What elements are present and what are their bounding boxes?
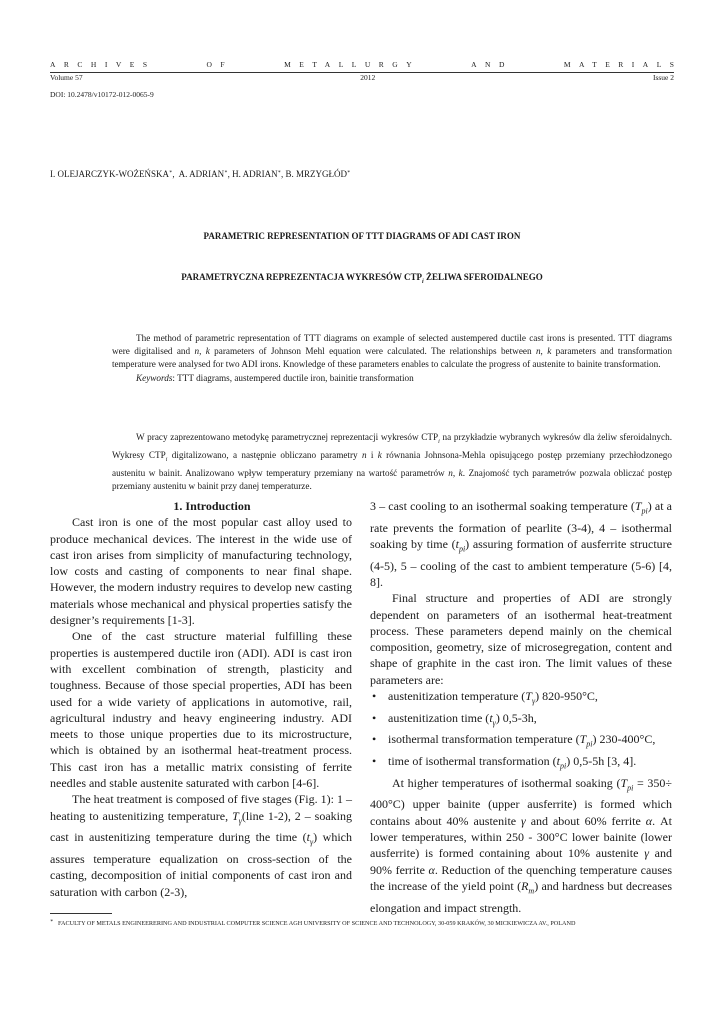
journal-word-and: AND	[471, 60, 513, 69]
issue-meta	[50, 73, 674, 82]
author-1: I. OLEJARCZYK-WOŻEŃSKA	[50, 169, 169, 179]
title-polish-part: PARAMETRYCZNA REPREZENTACJA WYKRESÓW CTP	[181, 272, 423, 282]
doi: DOI: 10.2478/v10172-012-0065-9	[50, 90, 154, 99]
journal-word-of: OF	[206, 60, 234, 69]
affiliation-footnote	[50, 918, 575, 927]
paragraph-3-continued: 3 – cast cooling to an isothermal soaking temperature $(T_{pi})$ at a rate prevents the formation of pearlite (3-4), 4 – isothermal soaking by time $(t_{pi})$ assuring formation of ausferrite structure (4-5), 5 – cooling of the cast to ambient temperature (5-6) [4, 8].	[370, 499, 673, 589]
year: 2012	[360, 73, 376, 82]
keywords-text: : TTT diagrams, austempered ductile iron, bainitie transformation	[172, 372, 414, 383]
author-4: B. MRZYGŁÓD	[285, 169, 348, 179]
footnote-mark: ∗	[50, 919, 54, 924]
author-list: I. OLEJARCZYK-WOŻEŃSKA∗, A. ADRIAN∗, H. ADRIAN∗, B. MRZYGŁÓD∗	[50, 169, 351, 179]
list-item: • austenitization temperature $(T_\gamma)$ 820-950°C,	[370, 688, 672, 710]
author-2: A. ADRIAN	[178, 169, 225, 179]
footnote-text: FACULTY OF METALS ENGINEERERING AND INDUSTRIAL COMPUTER SCIENCE AGH UNIVERSITY OF SCIENCE AND TECHNOLOGY, 30-059 KRAKÓW, 30 MICKIEWICZA AV., POLAND	[58, 920, 576, 928]
column-left	[50, 498, 352, 900]
keywords	[112, 372, 672, 385]
affiliation-mark: ∗	[277, 170, 282, 175]
paragraph-2: One of the cast structure material fulfilling these properties is austempered ductile iron (ADI). ADI is cast iron with excellent combination of strength, plasticity and toughness. Because of those special properties, ADI has been used for a wide variety of applications in automotive, rail, agricultural industry and heavy engineering industry. ADI meets to those unique properties due to its microstructure, which is obtained by an isothermal heat-treatment process. This cast iron has a metallic matrix consisting of ferrite needles and stable austenite saturated with carbon [4-6].	[50, 629, 352, 791]
list-item: • time of isothermal transformation $(t_{pi})$ 0,5-5h [3, 4].	[370, 753, 672, 775]
title-polish-part: ŻELIWA SFEROIDALNEGO	[423, 272, 543, 282]
affiliation-mark: ∗	[224, 170, 228, 175]
paragraph-1: Cast iron is one of the most popular cast alloy used to produce mechanical devices. The interest in the wide use of cast iron arises from simplicity of manufacturing technology, low costs and casting of components to near final shape. However, the modern industry requires to develop new casting materials whose mechanical and physical properties satisfy the designer’s requirements [1-3].	[50, 515, 352, 628]
paragraph-4: Final structure and properties of ADI are strongly dependent on parameters of an isothermal heat-treatment process. These parameters depend mainly on the chemical composition, geometry, size of microsegregation, content and shape of graphite in the cast iron. The limit values of these parameters are:	[370, 591, 672, 687]
volume: Volume 57	[50, 73, 83, 82]
parameter-list	[370, 688, 672, 775]
paragraph-5: At higher temperatures of isothermal soaking $(T_{pi} = 350\div 400^\circ C)$ upper bainite (upper ausferrite) is formed which contains about 40% austenite γ and about 60% ferrite α. At lower temperatures, within 250 - 300°C lower bainite (lower ausferrite) is formed containing about 10% austenite γ and 90% ferrite α. Reduction of the quenching temperature causes the increase of the yield point $(R_m)$ and hardness but decreases elongation and impact strength.	[370, 775, 673, 915]
affiliation-mark: ∗	[347, 170, 351, 175]
title-polish	[0, 272, 724, 285]
list-item: • austenitization time $(t_\gamma)$ 0,5-3h,	[370, 710, 672, 732]
abstract-polish-text: W pracy zaprezentowano metodykę parametrycznej reprezentacji wykresów $CTP_i$ na przykładzie wybranych wykresów dla żeliw sferoidalnych. Wykresy $CTP_i$ digitalizowano, a następnie obliczano parametry n i k równania Johnsona-Mehla opisującego postęp przemiany przechłodzonego austenitu w bainit. Analizowano wpływ temperatury przemiany na wartość parametrów n, k. Znajomość tych parametrów pozwala obliczać postęp przemiany austenitu w bainit przy danej temperaturze.	[112, 432, 672, 492]
list-item: • isothermal transformation temperature $(T_{pi})$ 230-400°C,	[370, 731, 672, 753]
title-english: PARAMETRIC REPRESENTATION OF TTT DIAGRAMS OF ADI CAST IRON	[203, 231, 521, 241]
column-right	[370, 498, 672, 916]
journal-word-metallurgy: METALLURGY	[284, 60, 421, 69]
author-3: H. ADRIAN	[232, 169, 278, 179]
abstract-english	[112, 332, 672, 385]
abstract-english-text: The method of parametric representation of TTT diagrams on example of selected austempered ductile cast irons is presented. TTT diagrams were digitalised and n, k parameters of Johnson Mehl equation were calculated. The relationships between n, k parameters and transformation temperature were analysed for two ADI irons. Knowledge of these parameters enables to calculate the progress of austenite to bainite transformation.	[112, 333, 672, 370]
footnote-rule	[50, 913, 112, 914]
title-polish-subscript: i	[422, 278, 424, 285]
paragraph-3: The heat treatment is composed of five stages (Fig. 1): 1 – heating to austenitizing temperature, $T_\gamma(line$ 1-2), 2 – soaking cast in austenitizing temperature during the time $(t_\gamma)$ which assures temperature equalization on cross-section of the casting, decomposition of initial components of cast iron and saturation with carbon (2-3),	[50, 792, 352, 899]
abstract-polish	[112, 431, 672, 493]
journal-word-materials: MATERIALS	[563, 60, 683, 69]
affiliation-mark: ∗	[169, 170, 173, 175]
journal-word-archives: ARCHIVES	[50, 60, 156, 69]
issue: Issue 2	[652, 73, 674, 82]
journal-name	[50, 60, 683, 69]
keywords-label: Keywords	[136, 372, 173, 383]
section-heading: 1. Introduction	[173, 499, 251, 513]
